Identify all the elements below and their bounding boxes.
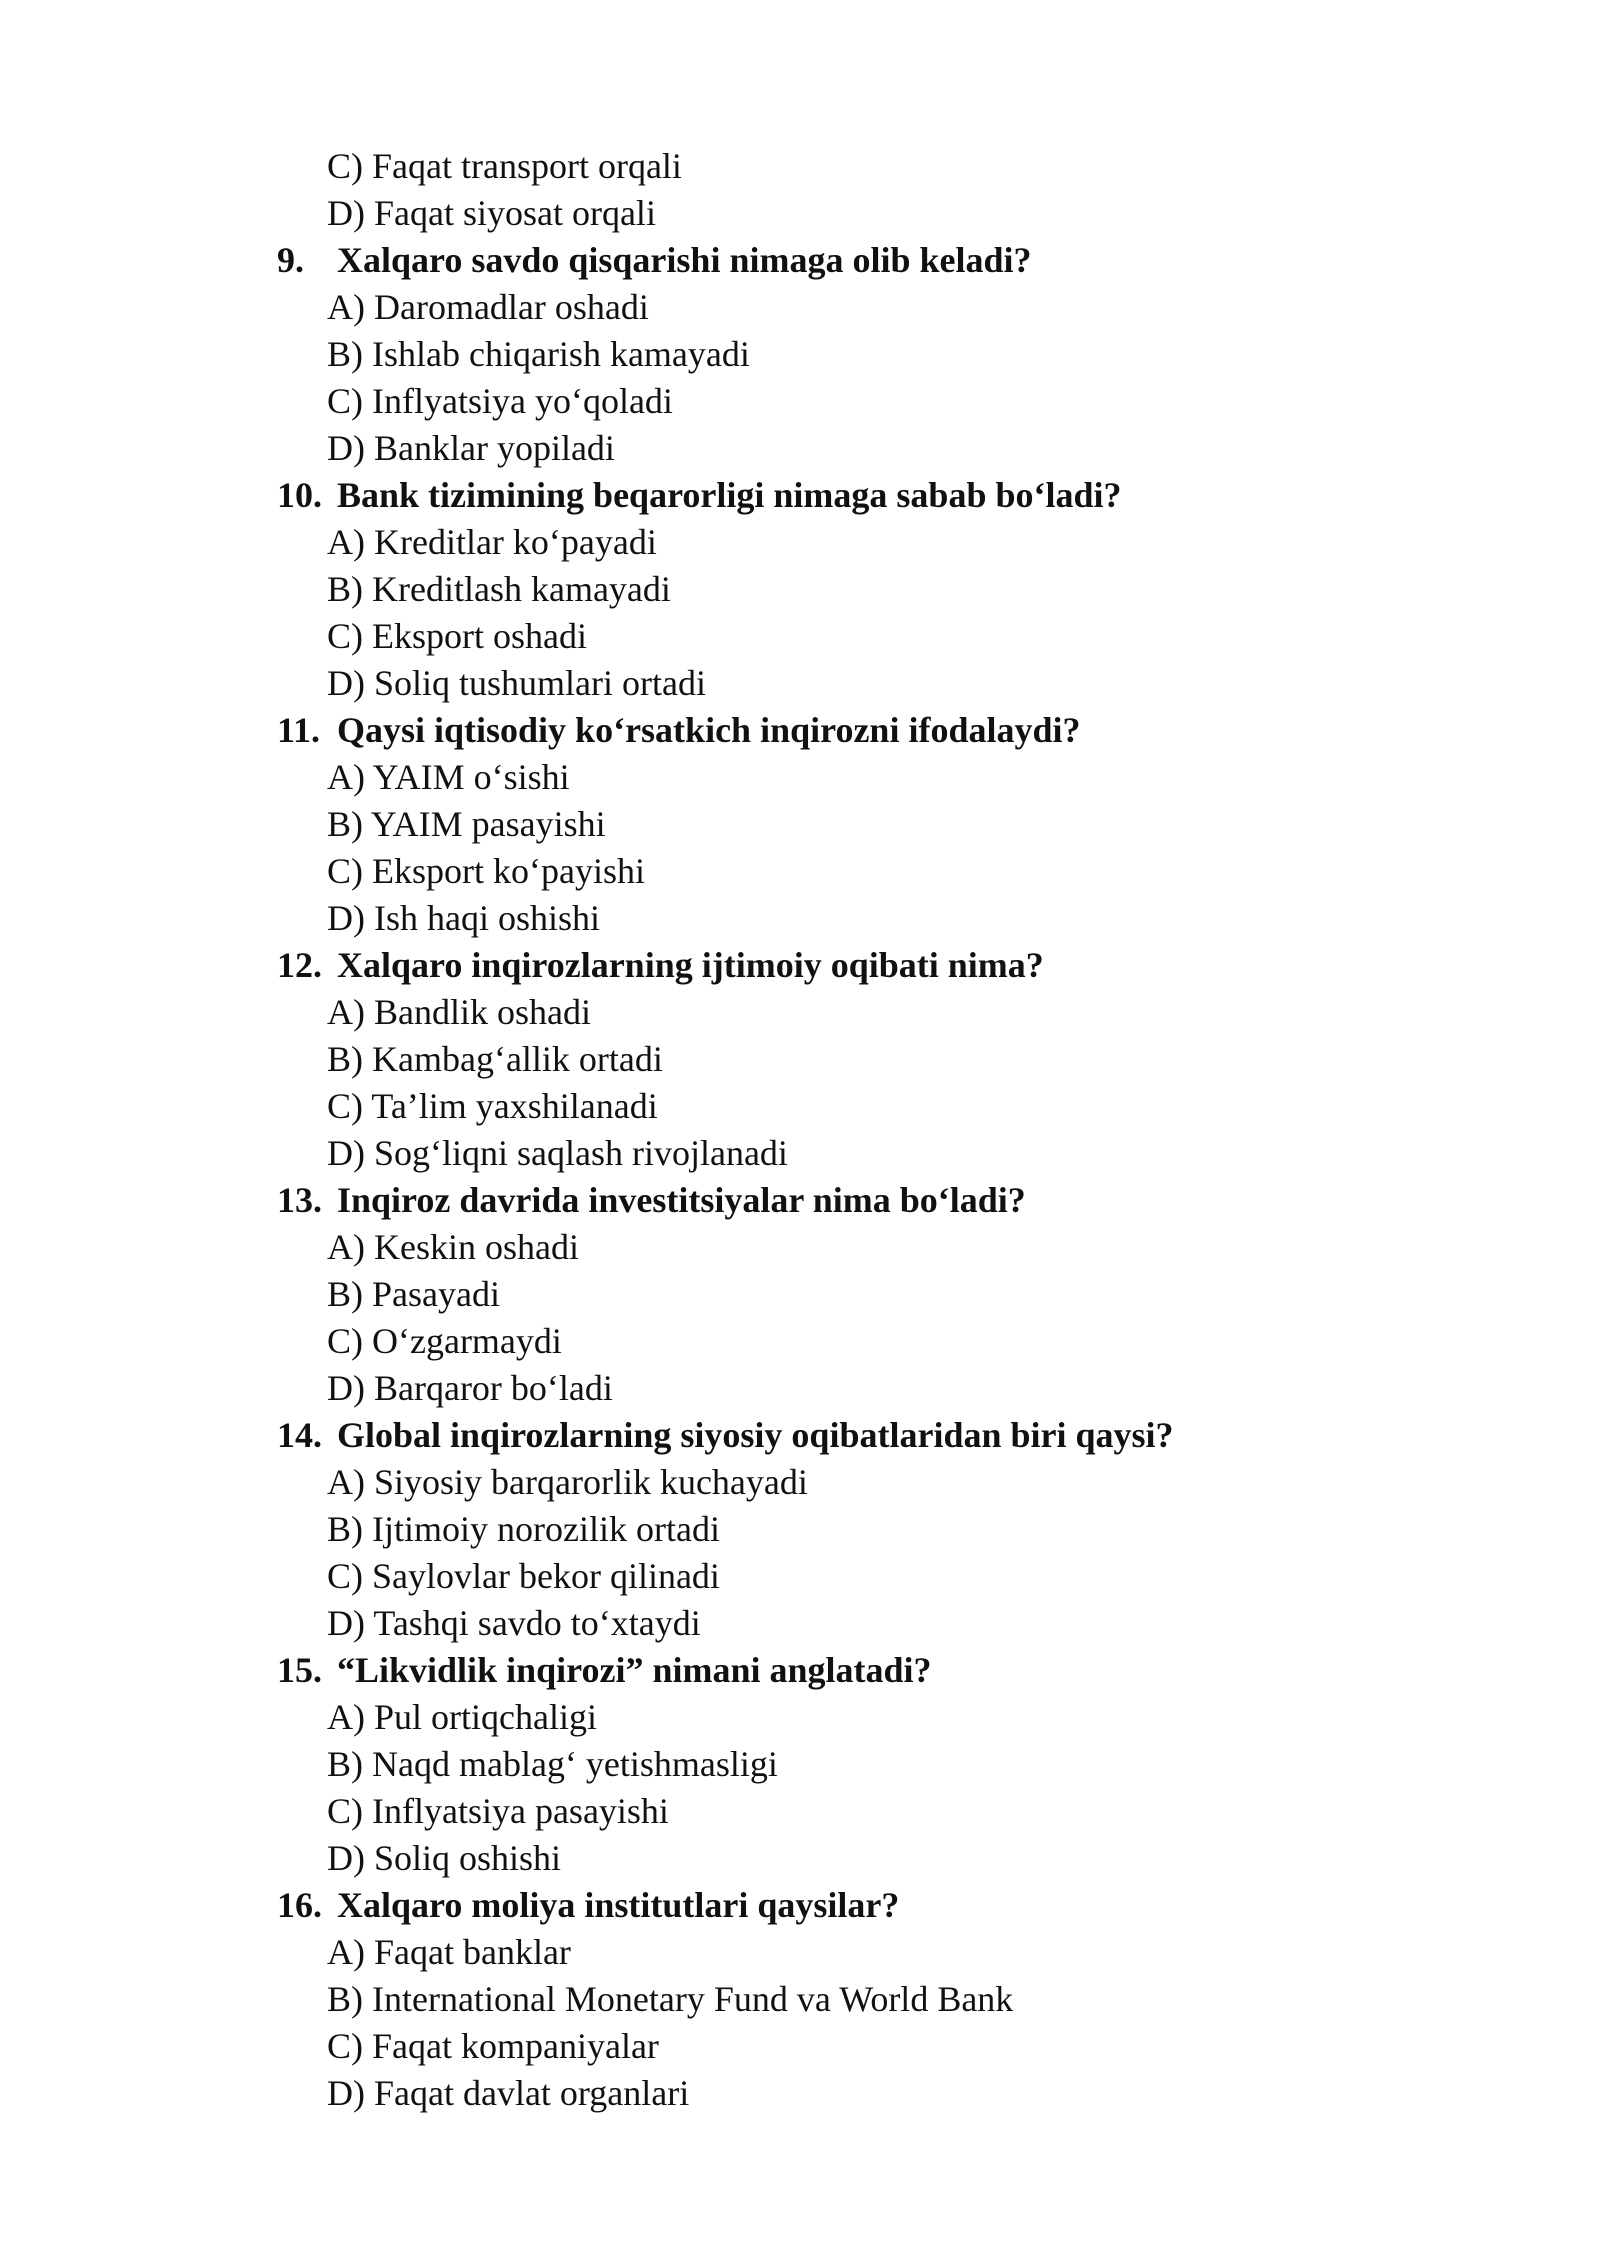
answer-option: A) Faqat banklar	[327, 1932, 571, 1972]
answer-option: B) Pasayadi	[327, 1274, 500, 1314]
question-text: Xalqaro moliya institutlari qaysilar?	[337, 1885, 900, 1925]
answer-option: D) Soliq tushumlari ortadi	[327, 663, 706, 703]
question-heading	[0, 707, 1600, 754]
answer-option: C) Saylovlar bekor qilinadi	[327, 1556, 720, 1596]
answer-option: A) Pul ortiqchaligi	[327, 1697, 597, 1737]
answer-option: D) Soliq oshishi	[327, 1838, 562, 1878]
answer-option: B) International Monetary Fund va World Bank	[327, 1979, 1014, 2019]
question-text: Xalqaro savdo qisqarishi nimaga olib keladi?	[337, 240, 1032, 280]
answer-option: B) Naqd mablag‘ yetishmasligi	[327, 1744, 778, 1784]
question-number: 10.	[277, 475, 322, 515]
question-text: “Likvidlik inqirozi” nimani anglatadi?	[337, 1650, 932, 1690]
answer-option: C) Ta’lim yaxshilanadi	[327, 1086, 658, 1126]
answer-option: C) Eksport oshadi	[327, 616, 587, 656]
answer-option: B) Ishlab chiqarish kamayadi	[327, 334, 750, 374]
answer-option: B) Kreditlash kamayadi	[327, 569, 671, 609]
question-text: Bank tizimining beqarorligi nimaga sabab bo‘ladi?	[337, 475, 1122, 515]
answer-option: D) Barqaror bo‘ladi	[327, 1368, 613, 1408]
question-number: 9.	[277, 240, 304, 280]
question-text: Global inqirozlarning siyosiy oqibatlaridan biri qaysi?	[337, 1415, 1174, 1455]
question-number: 15.	[277, 1650, 322, 1690]
answer-option: C) Eksport ko‘payishi	[327, 851, 645, 891]
answer-option: C) Inflyatsiya pasayishi	[327, 1791, 669, 1831]
question-heading	[0, 1177, 1600, 1224]
answer-option: A) YAIM o‘sishi	[327, 757, 570, 797]
question-number: 13.	[277, 1180, 322, 1220]
question-heading	[0, 942, 1600, 989]
answer-option: A) Siyosiy barqarorlik kuchayadi	[327, 1462, 808, 1502]
question-heading	[0, 1412, 1600, 1459]
answer-option: A) Daromadlar oshadi	[327, 287, 649, 327]
question-number: 12.	[277, 945, 322, 985]
question-heading	[0, 472, 1600, 519]
answer-option: C) Faqat kompaniyalar	[327, 2026, 659, 2066]
answer-option: B) Kambag‘allik ortadi	[327, 1039, 663, 1079]
question-heading	[0, 1647, 1600, 1694]
quiz-page	[0, 143, 1600, 2117]
answer-option: C) O‘zgarmaydi	[327, 1321, 562, 1361]
answer-option: D) Ish haqi oshishi	[327, 898, 600, 938]
answer-option: B) Ijtimoiy norozilik ortadi	[327, 1509, 720, 1549]
question-text: Qaysi iqtisodiy ko‘rsatkich inqirozni ifodalaydi?	[337, 710, 1081, 750]
question-text: Xalqaro inqirozlarning ijtimoiy oqibati nima?	[337, 945, 1044, 985]
answer-option: D) Banklar yopiladi	[327, 428, 615, 468]
question-heading	[0, 237, 1600, 284]
answer-option: C) Faqat transport orqali	[327, 146, 682, 186]
answer-option: B) YAIM pasayishi	[327, 804, 606, 844]
answer-option: D) Tashqi savdo to‘xtaydi	[327, 1603, 701, 1643]
question-number: 16.	[277, 1885, 322, 1925]
question-text: Inqiroz davrida investitsiyalar nima bo‘ladi?	[337, 1180, 1026, 1220]
answer-option: D) Faqat siyosat orqali	[327, 193, 656, 233]
question-number: 14.	[277, 1415, 322, 1455]
question-number: 11.	[277, 710, 321, 750]
answer-option: A) Keskin oshadi	[327, 1227, 579, 1267]
answer-option: A) Bandlik oshadi	[327, 992, 591, 1032]
answer-option: C) Inflyatsiya yo‘qoladi	[327, 381, 673, 421]
answer-option: D) Faqat davlat organlari	[327, 2073, 690, 2113]
answer-option: A) Kreditlar ko‘payadi	[327, 522, 657, 562]
answer-option: D) Sog‘liqni saqlash rivojlanadi	[327, 1133, 788, 1173]
question-heading	[0, 1882, 1600, 1929]
